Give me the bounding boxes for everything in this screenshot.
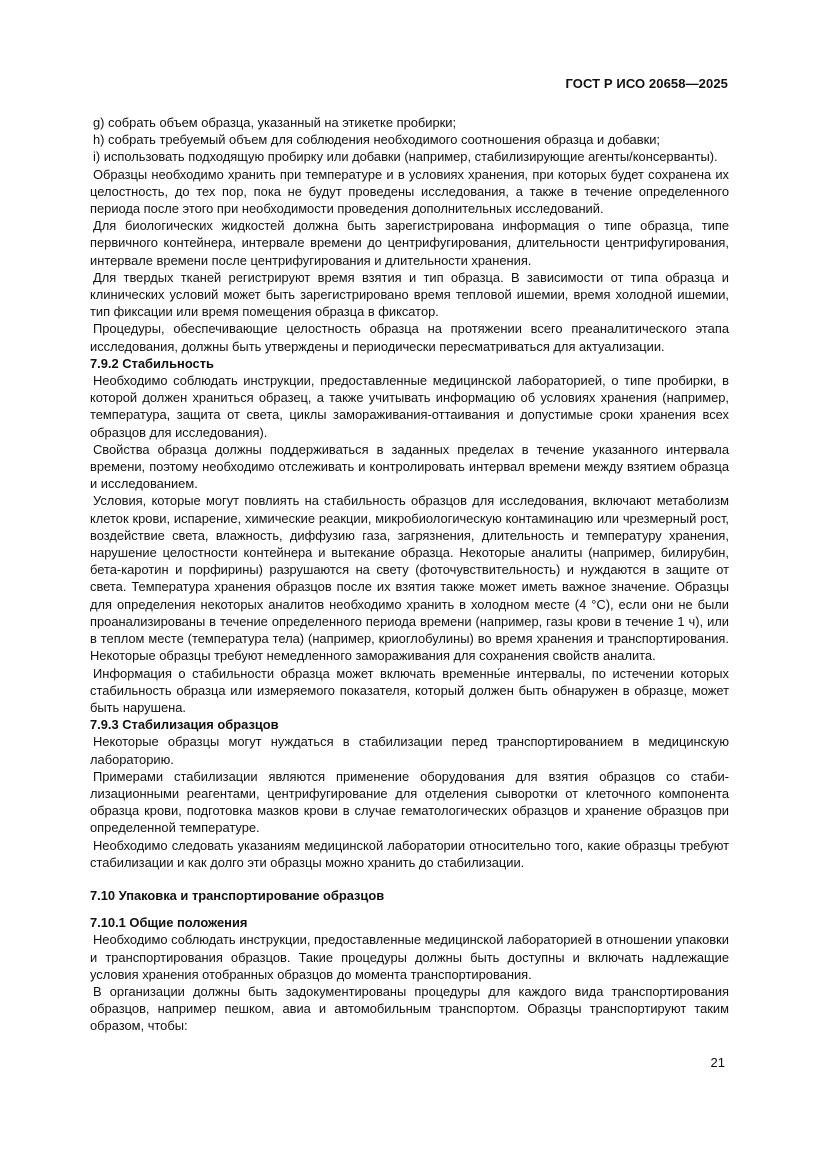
paragraph: Для биологических жидкостей должна быть зарегистрирована информация о типе образца, типе первичного контейнера, интервале времени до центрифугирования, длительности центрифугирования, интервале времени после центрифугирования и длительности хранения.	[90, 218, 729, 268]
paragraph: Информация о стабильности образца может включать временны́е интервалы, по истечении которых стабильность образца или измеряемого показателя, который должен быть обнаружен в образце, может быть нарушена.	[90, 665, 729, 715]
document-body	[90, 114, 729, 1035]
list-item-i: i) использовать подходящую пробирку или добавки (например, стабилизирующие агенты/консерванты).	[93, 149, 718, 165]
paragraph: Образцы необходимо хранить при температуре и в условиях хранения, при которых будет сохранена их целостность, до тех пор, пока не будут проведены исследования, а также в течение определенного периода после этого при необходимости проведения дополнительных исследований.	[90, 166, 729, 217]
paragraph: Процедуры, обеспечивающие целостность образца на протяжении всего преаналитического этапа исследования, должны быть утверждены и периодически пересматриваться для актуализации.	[90, 321, 729, 354]
section-heading-7-10-1: 7.10.1 Общие положения	[90, 915, 248, 931]
paragraph: Примерами стабилизации являются применение оборудования для взятия образцов со стабилизационными реагентами, центрифугирование для отделения сыворотки от клеточного компонента образца крови, подготовка мазков крови в случае гематологических образцов и хранение образцов при определенной температуре.	[90, 768, 729, 836]
paragraph: Необходимо соблюдать инструкции, предоставленные медицинской лабораторией в отношении упаковки и транспортирования образцов. Такие процедуры должны быть доступны и включать надлежащие условия хранения отобранных образцов до момента транспортирования.	[90, 932, 729, 982]
paragraph: Необходимо следовать указаниям медицинской лаборатории относительно того, какие образцы требуют стабилизации и как долго эти образцы можно хранить до стабилизации.	[90, 837, 729, 870]
section-gap	[90, 871, 729, 887]
section-gap	[90, 904, 729, 914]
section-heading-7-10: 7.10 Упаковка и транспортирование образцов	[90, 887, 385, 903]
paragraph: Для твердых тканей регистрируют время взятия и тип образца. В зависимости от типа образца и клинических условий может быть зарегистрировано время тепловой ишемии, время холодной ишемии, тип фиксации или время помещения образца в фиксатор.	[90, 269, 729, 320]
section-heading-7-9-3: 7.9.3 Стабилизация образцов	[90, 717, 279, 733]
paragraph: Свойства образца должны поддерживаться в заданных пределах в течение указанного интервала времени, поэтому необходимо отслеживать и контролировать интервал времени между взятием образца и исследованием.	[90, 441, 729, 492]
paragraph: В организации должны быть задокументированы процедуры для каждого вида транспортирования образцов, например пешком, авиа и автомобильным транспортом. Образцы транспортируют таким образом, чтобы:	[90, 983, 729, 1034]
paragraph: Необходимо соблюдать инструкции, предоставленные медицинской лабораторией, о типе пробирки, в которой должен храниться образец, а также учитывать информацию об условиях хранения (например, температура, защита от света, циклы замораживания-оттаивания и допустимые сроки хранения всех образцов для исследования).	[90, 373, 729, 440]
paragraph: Условия, которые могут повлиять на стабильность образцов для исследования, включают метаболизм клеток крови, испарение, химические реакции, микробиологическую контаминацию или чрезмерный рост, воздействие света, влажность, диффузию газа, загрязнения, длительность и температуру хранения, нарушение целостности контейнера и вытекание образца. Некоторые аналиты (например, билирубин, бета-каротин и порфирины) разрушаются на свету (фоточувствительность) и нуждаются в защите от света. Температура хранения образцов после их взятия также может иметь важное значение. Образцы для определения некоторых аналитов необходимо хранить в холодном месте (4 °С), если они не были проанализированы в течение определенного периода времени (например, газы крови в течение 1 ч), или в теплом месте (температура тела) (например, криоглобулины) во время хранения и транспортирования. Некоторые образцы требуют немедленного замораживания для сохранения свойств аналита.	[90, 493, 729, 664]
list-item-h: h) собрать требуемый объем для соблюдения необходимого соотношения образца и добавки;	[93, 132, 660, 148]
document-header: ГОСТ Р ИСО 20658—2025	[565, 76, 728, 91]
section-heading-7-9-2: 7.9.2 Стабильность	[90, 355, 214, 371]
page-number: 21	[710, 1055, 725, 1070]
paragraph: Некоторые образцы могут нуждаться в стабилизации перед транспортированием в медицинскую лабораторию.	[90, 734, 729, 767]
list-item-g: g) собрать объем образца, указанный на этикетке пробирки;	[93, 115, 457, 130]
